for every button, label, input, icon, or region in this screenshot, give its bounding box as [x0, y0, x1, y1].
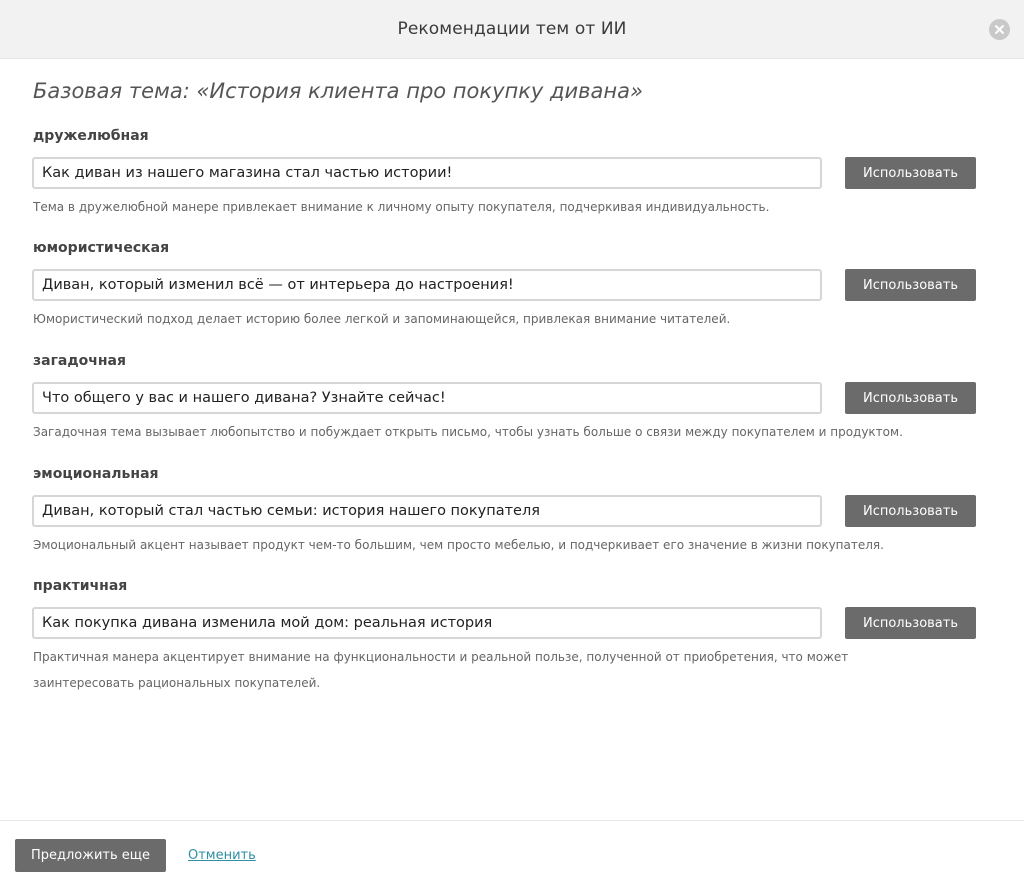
topic-input[interactable]: [32, 495, 822, 527]
tone-label: юмористическая: [33, 240, 170, 256]
topic-input[interactable]: [32, 607, 822, 639]
close-icon: [989, 19, 1010, 40]
modal-title: Рекомендации тем от ИИ: [397, 19, 627, 39]
topic-input[interactable]: [32, 269, 822, 301]
base-topic-heading: Базовая тема: «История клиента про покупку дивана»: [33, 79, 643, 103]
close-button[interactable]: [989, 19, 1010, 40]
cancel-link[interactable]: Отменить: [188, 848, 256, 863]
topic-input[interactable]: [32, 382, 822, 414]
topic-input[interactable]: [32, 157, 822, 189]
topic-hint: Тема в дружелюбной манере привлекает внимание к личному опыту покупателя, подчеркивая индивидуальность.: [33, 200, 770, 214]
modal-header: [0, 0, 1024, 59]
tone-label: практичная: [33, 578, 128, 594]
use-button[interactable]: Использовать: [845, 607, 976, 639]
suggest-more-button[interactable]: Предложить еще: [15, 839, 166, 872]
topic-hint: Юмористический подход делает историю более легкой и запоминающейся, привлекая внимание читателей.: [33, 312, 731, 326]
use-button[interactable]: Использовать: [845, 382, 976, 414]
topic-hint: Загадочная тема вызывает любопытство и побуждает открыть письмо, чтобы узнать больше о связи между покупателем и продуктом.: [33, 425, 903, 439]
topic-hint: Практичная манера акцентирует внимание на функциональности и реальной пользе, полученной от приобретения, что может заинтересовать рациональных покупателей.: [33, 650, 849, 690]
modal-footer: [0, 820, 1024, 886]
use-button[interactable]: Использовать: [845, 495, 976, 527]
topic-hint: Эмоциональный акцент называет продукт чем-то большим, чем просто мебелью, и подчеркивает его значение в жизни покупателя.: [33, 538, 884, 552]
tone-label: дружелюбная: [33, 128, 149, 144]
use-button[interactable]: Использовать: [845, 269, 976, 301]
use-button[interactable]: Использовать: [845, 157, 976, 189]
tone-label: эмоциональная: [33, 466, 159, 482]
tone-label: загадочная: [33, 353, 126, 369]
